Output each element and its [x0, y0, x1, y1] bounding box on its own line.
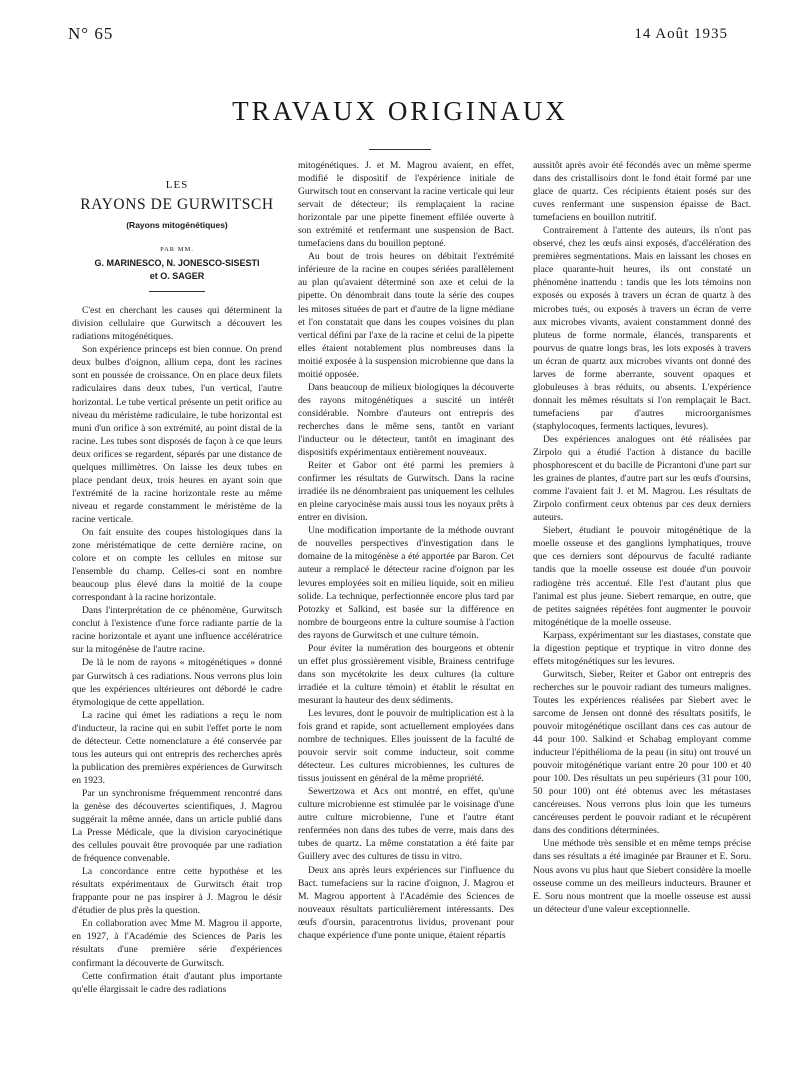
- paragraph: On fait ensuite des coupes histologiques dans la zone méristématique de cette dernière racine, on colore et on compte les cellules en mitose sur l'ensemble du champ. Celles-ci sont en nombre beaucoup plus élevé dans la moitié de la coupe correspondant à la racine horizontale.: [72, 526, 282, 604]
- article-subtitle: (Rayons mitogénétiques): [126, 220, 228, 231]
- paragraph: En collaboration avec Mme M. Magrou il apporte, en 1927, à l'Académie des Sciences de Paris les résultats d'une première série d'expériences confirmant la découverte de Gurwitsch.: [72, 918, 282, 969]
- column-3: [533, 159, 751, 1039]
- paragraph: La concordance entre cette hypothèse et les résultats expérimentaux de Gurwitsch était trop frappante pour ne pas inspirer à J. Magrou le désir d'étudier de plus près la question.: [72, 866, 282, 917]
- paragraph: Dans l'interprétation de ce phénomène, Gurwitsch conclut à l'existence d'une force radiante partie de la racine horizontale et ayant une influence accélératrice sur la mitogénèse de l'autre racine.: [72, 605, 282, 656]
- paragraph: C'est en cherchant les causes qui déterminent la division cellulaire que Gurwitsch a découvert les radiations mitogénétiques.: [72, 305, 282, 343]
- article-title: RAYONS DE GURWITSCH: [80, 196, 274, 214]
- running-header: [0, 0, 800, 60]
- paragraph: Dans beaucoup de milieux biologiques la découverte des rayons mitogénétiques a suscité un intérêt considérable. Nombre d'auteurs ont entrepris des recherches dans le même sens, tantôt en variant l'inducteur ou le détecteur, tantôt en imaginant des dispositifs expérimentaux entièrement nouveaux.: [298, 381, 514, 459]
- issue-date: 14 Août 1935: [634, 26, 728, 42]
- paragraph: Reiter et Gabor ont été parmi les premiers à confirmer les résultats de Gurwitsch. Dans la racine irradiée ils ne dénombraient pas uniquement les cellules en pleine caryocinèse mais aussi tous les noyaux prêts à entrer en division.: [298, 460, 514, 524]
- authors-line-1: G. MARINESCO, N. JONESCO-SISESTI: [94, 258, 260, 269]
- column-1: [72, 159, 282, 1039]
- title-rule: [369, 149, 431, 150]
- paragraph: Deux ans après leurs expériences sur l'influence du Bact. tumefaciens sur la racine d'oignon, J. Magrou et M. Magrou apportent à l'Académie des Sciences de nouveaux résultats particulièrement intéressants. Des œufs d'oursin, paracentrotus lividus, provenant pour chaque expérience d'une ponte unique, étaient répartis: [298, 864, 514, 941]
- paragraph: Siebert, étudiant le pouvoir mitogénétique de la moelle osseuse et des ganglions lymphatiques, trouve que ces derniers sont dépourvus de faculté radiante tandis que la moelle osseuse est douée d'un pouvoir radiogène très accentué. Elle l'est d'autant plus que l'animal est plus jeune. Siebert remarque, en outre, que de petites saignées répétées font augmenter le pouvoir mitogénétique de la moelle osseuse.: [533, 525, 751, 628]
- paragraph: Sewertzowa et Acs ont montré, en effet, qu'une culture microbienne est stimulée par le voisinage d'une autre culture microbienne, l'une et l'autre étant renfermées non dans des tubes de verre, mais dans des tubes de quartz. La même constatation a été faite par Guillery avec des cultures de tissu in vitro.: [298, 786, 514, 863]
- paragraph: De là le nom de rayons « mitogénétiques » donné par Gurwitsch à ces radiations. Nous verrons plus loin que les expériences ultérieures ont débordé le cadre étymologique de cette appellation.: [72, 657, 282, 708]
- issue-number: N° 65: [68, 24, 114, 43]
- paragraph: Gurwitsch, Sieber, Reiter et Gabor ont entrepris des recherches sur le pouvoir radiant des tumeurs malignes. Toutes les expériences réalisées par Siebert avec le sarcome de Jensen ont donné des résultats positifs, le pouvoir mitogénétique oscillant dans ces cas autour de 44 pour 100. Salkind et Schabag employant comme inducteur l'épithélioma de la peau (in situ) ont trouvé un pouvoir mitogénétique variant entre 20 pour 100 et 40 pour 100. Des résultats un peu supérieurs (31 pour 100, 50 pour 100) ont été obtenus avec les métastases cancéreuses. Nous verrons plus loin que les tumeurs cancéreuses perdent le pouvoir radiant et le récupèrent dans des conditions déterminées.: [533, 668, 751, 837]
- column-2: [298, 159, 514, 1039]
- paragraph: Des expériences analogues ont été réalisées par Zirpolo qui a étudié l'action à distance du bacille phosphorescent et du bacille de Picrantoni d'une part sur les graines de plantes, d'autre part sur les œufs d'oursins, comme l'avaient fait J. et M. Magrou. Les résultats de Zirpolo confirment ceux obtenus par ces deux derniers auteurs.: [533, 433, 751, 524]
- par-mm: PAR MM.: [160, 246, 194, 254]
- paragraph: Au bout de trois heures on débitait l'extrémité inférieure de la racine en coupes sériées parallèlement au plan qu'avaient déterminé son axe et celui de la pipette. On dénombrait dans toute la série des coupes les mitoses situées de part et d'autre de la ligne médiane et l'on constatait que dans les coupes voisines du plan vertical défini par l'axe de la racine et celui de la pipette elles étaient notablement plus nombreuses dans la moitié exposée à la suspension microbienne que dans la moitié opposée.: [298, 251, 514, 380]
- paragraph: Pour éviter la numération des bourgeons et obtenir un effet plus grossièrement visible, Brainess centrifuge dans son mycétokrite les deux cultures (la culture irradiée et la culture témoin) et établit le résultat en mesurant la hauteur des deux sédiments.: [298, 642, 514, 706]
- paragraph: Karpass, expérimentant sur les diastases, constate que la digestion peptique et tryptique in vitro donne des effets mitogénétiques sur les levures.: [533, 629, 751, 667]
- article-heading: [72, 179, 282, 292]
- paragraph: Cette confirmation était d'autant plus importante qu'elle élargissait le cadre des radiations: [72, 970, 282, 995]
- paragraph: Une modification importante de la méthode ouvrant de nouvelles perspectives d'investigation dans le domaine de la mitogénèse a été apportée par Baron. Cet auteur a remplacé le détecteur racine d'oignon par les levures employées soit en milieu liquide, soit en milieu solide. La technique, perfectionnée encore plus tard par Potozky et Salkind, est basée sur la différence en nombre de bourgeons entre la culture soumise à l'action des rayons de Gurwitsch et une culture témoin.: [298, 525, 514, 641]
- paragraph: mitogénétiques. J. et M. Magrou avaient, en effet, modifié le dispositif de l'expérience initiale de Gurwitsch tout en conservant la racine verticale qui leur servait de détecteur; ils remplaçaient la racine horizontale par une pipette finement effilée ouverte à son extrémité et renfermant une suspension de Bact. tumefaciens dans du bouillon peptoné.: [298, 160, 514, 250]
- paragraph: Par un synchronisme fréquemment rencontré dans la genèse des découvertes scientifiques, J. Magrou suggérait la même année, dans un article publié dans La Presse Médicale, que la division caryocinétique des cellules pouvait être provoquée par une radiation de fréquence convenable.: [72, 787, 282, 865]
- article-kicker: LES: [165, 179, 189, 191]
- paragraph: La racine qui émet les radiations a reçu le nom d'inducteur, la racine qui en subit l'effet porte le nom de détecteur. Cette nomenclature a été conservée par tous les auteurs qui ont entrepris des recherches après la publication des premières expériences de Gurwitsch en 1923.: [72, 709, 282, 786]
- paragraph: Les levures, dont le pouvoir de multiplication est à la fois grand et rapide, sont actuellement employées dans nombre de techniques. Elles jouissent de la faculté de pouvoir servir soit comme inducteur, soit comme détecteur. Les cultures microbiennes, les cultures de tissus jouissent en général de la même propriété.: [298, 707, 514, 785]
- article-rule: [149, 291, 205, 292]
- paragraph: Contrairement à l'attente des auteurs, ils n'ont pas observé, chez les œufs ainsi exposés, d'accélération des premières segmentations. Mais en laissant les choses en place quarante-huit heures, ils ont constaté un phénomène inattendu : tandis que les lots témoins non exposés ou exposés à travers un écran de quartz à des microbes tués, ou exposés à travers un écran de verre aux microbes vivants, avaient constamment donné des pluteus de forme normale, élancés, transparents et pourvus de quatre longs bras, les lots exposés à travers un écran de quartz aux microbes vivants ont donné des larves de forme aberrante, souvent opaques et globuleuses à bras réduits, ou absents. L'expérience donnait les mêmes résultats si l'on remplaçait le Bact. tumefaciens par d'autres microorganismes (staphylocoques, ferments lactiques, levures).: [533, 225, 751, 432]
- paragraph: Son expérience princeps est bien connue. On prend deux bulbes d'oignon, allium cepa, dont les racines sont en poussée de croissance. On en place deux filets radiculaires dans deux tubes, l'un vertical, l'autre horizontal. Le tube vertical présente un petit orifice au niveau du méristème radiculaire, le tube horizontal est muni d'un orifice à son extrémité, au point distal de la racine. Les tubes sont disposés de façon à ce que leurs deux orifices se regardent, séparés par une distance de quelques millimètres. On laisse les deux tubes en place pendant deux, trois heures en ayant soin que l'extrémité de la racine horizontale reste au même niveau et regarde constamment le méristème de la racine verticale.: [72, 344, 282, 525]
- authors-line-2: et O. SAGER: [149, 271, 205, 282]
- paragraph: aussitôt après avoir été fécondés avec un même sperme dans des cristallisoirs dont le fond était formé par une glace de quartz. Ces récipients étaient posés sur des cuves renfermant une suspension épaisse de Bact. tumefaciens en bouillon nutritif.: [533, 160, 751, 224]
- paragraph: Une méthode très sensible et en même temps précise dans ses résultats a été imaginée par Brauner et E. Soru. Nous avons vu plus haut que Siebert considère la moelle osseuse comme un des meilleurs inducteurs. Brauner et E. Soru nous montrent que la moelle osseuse est aussi un détecteur d'une valeur exceptionnelle.: [533, 838, 751, 915]
- section-title: TRAVAUX ORIGINAUX: [232, 96, 568, 126]
- section-heading: [0, 96, 800, 150]
